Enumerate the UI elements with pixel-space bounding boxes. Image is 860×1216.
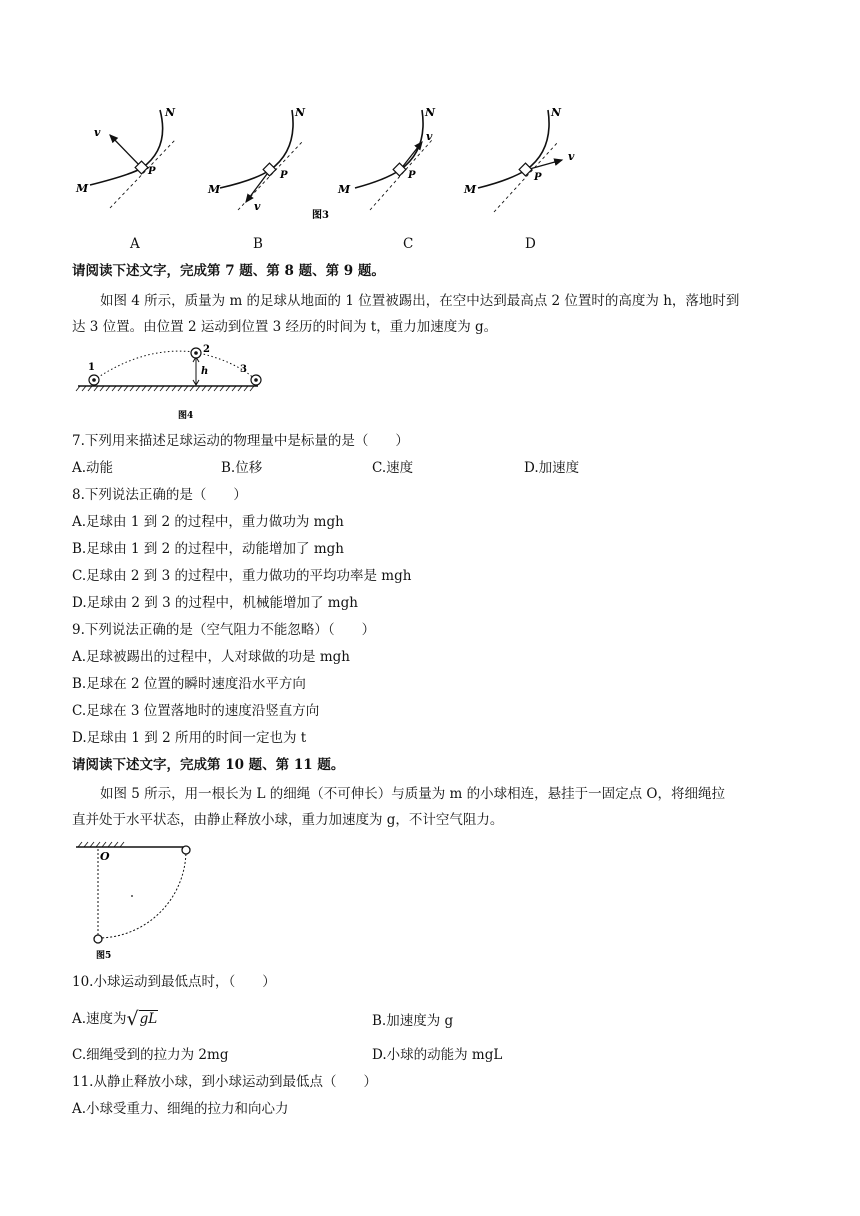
- fig3-b-p: P: [280, 170, 288, 181]
- q9-option-b[interactable]: B.足球在 2 位置的瞬时速度沿水平方向: [72, 676, 306, 692]
- q7-option-b[interactable]: B.位移: [221, 460, 263, 476]
- figure-5: [74, 838, 204, 966]
- fig3-label-c: C: [403, 236, 414, 252]
- section2-intro-2: 直并处于水平状态，由静止释放小球，重力加速度为 g，不计空气阻力。: [72, 812, 504, 828]
- fig4-p3: 3: [240, 364, 247, 375]
- q9-option-c[interactable]: C.足球在 3 位置落地时的速度沿竖直方向: [72, 703, 320, 719]
- fig3-b-v: v: [254, 200, 261, 213]
- q10-option-a[interactable]: [72, 1010, 158, 1028]
- fig3-label-a: A: [130, 236, 140, 252]
- q7-option-a[interactable]: A.动能: [72, 460, 114, 476]
- q10-option-a-prefix: A.速度为: [72, 1011, 127, 1027]
- fig3-d-m: M: [464, 183, 477, 196]
- section1-intro-2: 达 3 位置。由位置 2 运动到位置 3 经历的时间为 t，重力加速度为 g。: [72, 319, 498, 335]
- fig3-c-p: P: [408, 170, 416, 181]
- fig4-p2: 2: [203, 344, 210, 355]
- fig4-h: h: [201, 366, 209, 377]
- fig3-d-v: v: [568, 150, 575, 163]
- fig4-caption: 图4: [178, 411, 194, 421]
- fig3-panel-d: [463, 106, 575, 212]
- q7-option-c[interactable]: C.速度: [372, 460, 414, 476]
- fig3-c-n: N: [425, 106, 436, 119]
- fig3-b-n: N: [295, 106, 306, 119]
- q8-option-c[interactable]: C.足球由 2 到 3 的过程中，重力做功的平均功率是 mgh: [72, 568, 412, 584]
- fig3-c-m: M: [338, 183, 351, 196]
- q10-option-d[interactable]: D.小球的动能为 mgL: [372, 1047, 503, 1063]
- q9-option-a[interactable]: A.足球被踢出的过程中，人对球做的功是 mgh: [72, 649, 350, 665]
- fig3-d-n: N: [551, 106, 562, 119]
- fig3-label-d: D: [525, 236, 536, 252]
- fig4-p1: 1: [88, 362, 95, 373]
- q7-stem: 7.下列用来描述足球运动的物理量中是标量的是（ ）: [72, 433, 409, 449]
- section1-heading: 请阅读下述文字，完成第 7 题、第 8 题、第 9 题。: [72, 263, 385, 279]
- fig3-c-v: v: [426, 130, 433, 143]
- fig3-b-m: M: [208, 183, 221, 196]
- fig3-a-v: v: [94, 126, 101, 139]
- q8-option-b[interactable]: B.足球由 1 到 2 的过程中，动能增加了 mgh: [72, 541, 344, 557]
- fig3-caption: 图3: [312, 210, 329, 221]
- q8-stem: 8.下列说法正确的是（ ）: [72, 487, 247, 503]
- section2-heading: 请阅读下述文字，完成第 10 题、第 11 题。: [72, 757, 345, 773]
- fig3-panel-a: [75, 106, 176, 208]
- q11-stem: 11.从静止释放小球，到小球运动到最低点（ ）: [72, 1074, 377, 1090]
- fig3-label-b: B: [253, 236, 263, 252]
- q11-option-a[interactable]: A.小球受重力、细绳的拉力和向心力: [72, 1101, 289, 1117]
- q10-option-a-radicand: gL: [139, 1011, 158, 1027]
- sqrt-symbol: √: [126, 1008, 139, 1030]
- figure-4: [74, 342, 264, 424]
- fig3-panel-b: [207, 106, 306, 213]
- fig3-panel-c: [337, 106, 436, 210]
- q8-option-d[interactable]: D.足球由 2 到 3 的过程中，机械能增加了 mgh: [72, 595, 358, 611]
- q10-option-c[interactable]: C.细绳受到的拉力为 2mg: [72, 1047, 229, 1063]
- section1-intro-1: 如图 4 所示，质量为 m 的足球从地面的 1 位置被踢出，在空中达到最高点 2 位置时的高度为 h，落地时到: [100, 293, 740, 309]
- q9-option-d[interactable]: D.足球由 1 到 2 所用的时间一定也为 t: [72, 730, 307, 746]
- fig3-a-p: P: [148, 166, 156, 177]
- fig5-o: O: [100, 850, 110, 863]
- figure-3: [70, 100, 590, 225]
- q9-stem: 9.下列说法正确的是（空气阻力不能忽略）（ ）: [72, 622, 376, 638]
- q10-stem: 10.小球运动到最低点时，（ ）: [72, 974, 276, 990]
- fig3-a-m: M: [76, 182, 89, 195]
- fig5-caption: 图5: [96, 951, 112, 961]
- q8-option-a[interactable]: A.足球由 1 到 2 的过程中，重力做功为 mgh: [72, 514, 344, 530]
- q10-option-b[interactable]: B.加速度为 g: [372, 1013, 454, 1029]
- fig3-a-n: N: [165, 106, 176, 119]
- q7-option-d[interactable]: D.加速度: [524, 460, 580, 476]
- fig3-d-p: P: [534, 172, 542, 183]
- section2-intro-1: 如图 5 所示，用一根长为 L 的细绳（不可伸长）与质量为 m 的小球相连，悬挂于一固定点 O，将细绳拉: [100, 786, 725, 802]
